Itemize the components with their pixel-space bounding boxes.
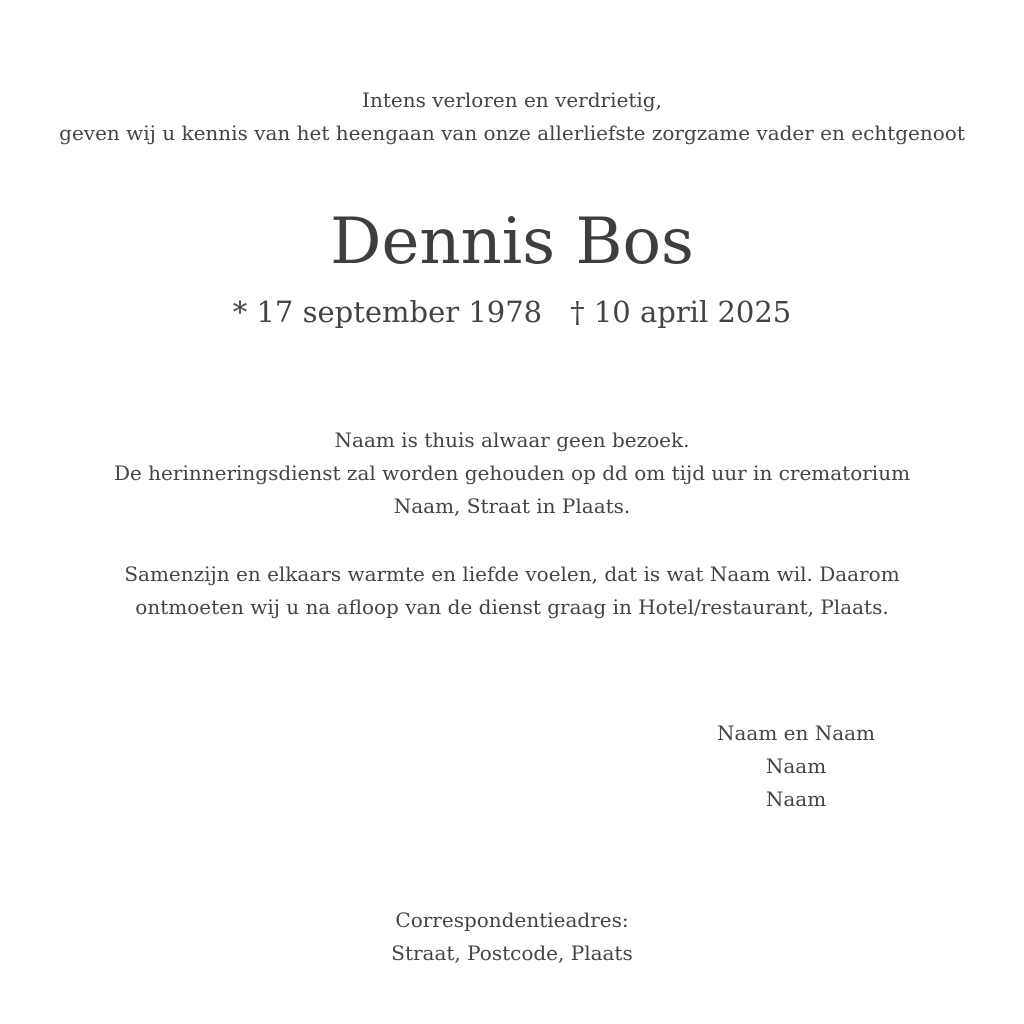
gathering-line-2: ontmoeten wij u na afloop van de dienst graag in Hotel/restaurant, Plaats.	[135, 595, 889, 619]
arrangements-line-2: De herinneringsdienst zal worden gehouden op dd om tijd uur in crematorium	[113, 461, 911, 485]
arrangements-line-3: Naam, Straat in Plaats.	[393, 494, 631, 518]
arrangements-line-1: Naam is thuis alwaar geen bezoek.	[334, 428, 690, 452]
signatory-1: Naam en Naam	[716, 721, 876, 745]
intro-line-1: Intens verloren en verdrietig,	[362, 88, 662, 112]
life-dates	[0, 292, 1024, 332]
intro-line-2: geven wij u kennis van het heengaan van onze allerliefste zorgzame vader en echtgenoot	[59, 121, 965, 145]
signatory-3: Naam	[765, 787, 827, 811]
gathering-line-1: Samenzijn en elkaars warmte en liefde voelen, dat is wat Naam wil. Daarom	[124, 562, 900, 586]
signatory-2: Naam	[765, 754, 827, 778]
death-date: † 10 april 2025	[570, 295, 792, 329]
correspondence-label: Correspondentieadres:	[395, 908, 629, 932]
correspondence-address: Straat, Postcode, Plaats	[391, 941, 633, 965]
deceased-name: Dennis Bos	[330, 205, 694, 279]
birth-date: * 17 september 1978	[232, 295, 543, 329]
